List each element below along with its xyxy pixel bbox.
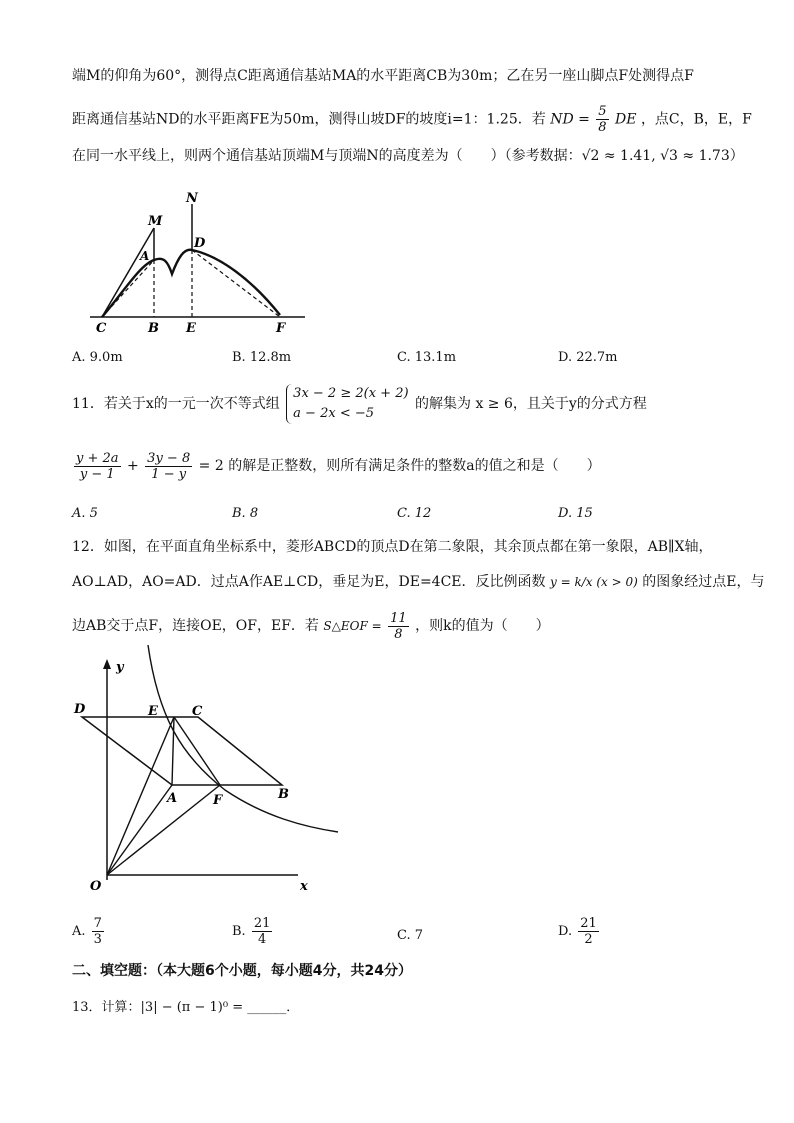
q12-line2 — [72, 572, 764, 592]
q10-line1: 端M的仰角为60°，测得点C距离通信基站MA的水平距离CB为30m；乙在另一座山脚点F处测得点F — [72, 68, 694, 84]
label-x: x — [300, 879, 308, 894]
q11-eq: = 2 — [198, 458, 224, 474]
q11-line1 — [72, 384, 647, 424]
q11-ineq1: 3x − 2 ≥ 2(x + 2) — [293, 386, 409, 401]
label-C: C — [192, 704, 203, 719]
q11-option-c[interactable]: C. 12 — [397, 506, 432, 521]
q11-option-a[interactable]: A. 5 — [72, 506, 98, 521]
q12-line2-b: 的图象经过点E，与 — [642, 574, 765, 590]
dash-df — [192, 250, 280, 317]
q12-line1: 12．如图，在平面直角坐标系中，菱形ABCD的顶点D在第二象限，其余顶点都在第一象限，AB∥X轴， — [72, 539, 713, 555]
q11-ineq2: a − 2x < −5 — [293, 406, 375, 421]
q12-option-c[interactable]: C. 7 — [397, 928, 424, 943]
q12-option-a-frac — [92, 916, 104, 947]
label-B: B — [148, 321, 159, 336]
label-y: y — [116, 660, 124, 675]
rhombus-abcd — [82, 717, 282, 785]
q10-option-c[interactable]: C. 13.1m — [397, 350, 457, 365]
q12-option-a[interactable] — [72, 916, 106, 947]
q12-option-b-frac — [252, 916, 273, 947]
label-D: D — [74, 702, 86, 717]
q13-line: 13．计算：|3| − (π − 1)⁰ = ______． — [72, 1000, 300, 1015]
section-heading: 二、填空题：（本大题6个小题，每小题4分，共24分） — [72, 963, 412, 979]
q11-f1-num: y + 2a — [76, 450, 119, 466]
q11-mid: 的解集为 x ≥ 6，且关于y的分式方程 — [415, 396, 647, 412]
q12-option-b-label: B. — [232, 924, 246, 939]
q12-option-b[interactable] — [232, 916, 274, 947]
q10-fraction-den: 8 — [598, 120, 607, 135]
q12-option-a-num: 7 — [93, 916, 102, 931]
mountain-curve — [102, 250, 280, 317]
q10-line2-text-a: 距离通信基站ND的水平距离FE为50m，测得山坡DF的坡度i=1：1.25．若 — [72, 111, 546, 128]
q11-line2 — [72, 448, 601, 484]
q10-fraction-num: 5 — [598, 104, 607, 119]
label-F: F — [276, 321, 286, 336]
q10-option-b[interactable]: B. 12.8m — [232, 350, 292, 365]
q12-option-b-den: 4 — [257, 932, 267, 947]
q12-option-d-num: 21 — [580, 916, 597, 931]
q12-line2-a: AO⊥AD，AO=AD．过点A作AE⊥CD，垂足为E，DE=4CE．反比例函数 — [72, 574, 546, 590]
label-C: C — [96, 321, 107, 336]
q12-area: S△EOF = — [323, 619, 382, 633]
label-M: M — [148, 214, 163, 229]
q12-function: y = k/x (x > 0) — [549, 575, 638, 589]
label-E: E — [186, 321, 196, 336]
q12-frac-num: 11 — [390, 610, 407, 626]
q10-nd-lhs: ND = — [550, 111, 590, 128]
label-A: A — [167, 791, 178, 806]
y-arrow — [103, 659, 111, 669]
q11-option-b[interactable]: B. 8 — [232, 506, 259, 521]
q10-line3: 在同一水平线上，则两个通信基站顶端M与顶端N的高度差为（ ）（参考数据：√2 ≈ 1.41, √3 ≈ 1.73） — [72, 148, 744, 164]
sight-line-cm — [102, 228, 154, 317]
figure-mountains — [80, 190, 320, 340]
q12-option-a-label: A. — [72, 924, 86, 939]
q10-line2 — [72, 104, 752, 135]
q11-option-d[interactable]: D. 15 — [558, 506, 593, 521]
q12-line3-b: ，则k的值为（ ） — [415, 618, 550, 634]
q12-option-a-den: 3 — [93, 932, 102, 947]
q11-fraction-2 — [145, 451, 192, 482]
q12-line3-a: 边AB交于点F，连接OE，OF，EF．若 — [72, 618, 319, 634]
label-E: E — [148, 704, 158, 719]
label-A: A — [140, 249, 150, 263]
q12-fraction — [388, 611, 409, 642]
q10-fraction — [596, 104, 608, 135]
q11-inequality-system — [286, 384, 408, 424]
label-F: F — [213, 793, 223, 808]
label-N: N — [186, 191, 198, 206]
q10-option-d[interactable]: D. 22.7m — [558, 350, 618, 365]
q12-option-d-label: D. — [558, 924, 573, 939]
q10-option-a[interactable]: A. 9.0m — [72, 350, 123, 365]
q11-f1-den: y − 1 — [79, 466, 115, 482]
q10-de: DE — [615, 111, 637, 128]
q11-suffix: 的解是正整数，则所有满足条件的整数a的值之和是（ ） — [228, 458, 601, 474]
q11-plus: + — [126, 458, 139, 474]
q12-frac-den: 8 — [394, 626, 403, 642]
label-D: D — [194, 236, 206, 251]
label-O: O — [90, 879, 102, 894]
q12-option-d-frac — [578, 916, 599, 947]
q12-option-d[interactable] — [558, 916, 601, 947]
q11-fraction-1 — [74, 451, 121, 482]
q12-line3 — [72, 608, 550, 644]
q12-option-b-num: 21 — [253, 916, 271, 931]
q11-f2-num: 3y − 8 — [147, 450, 191, 466]
q11-prefix: 11．若关于x的一元一次不等式组 — [72, 396, 280, 412]
label-B: B — [278, 787, 289, 802]
q10-line2-text-b: ，点C，B，E，F — [640, 111, 752, 128]
figure-coordinate — [70, 645, 350, 900]
q12-option-d-den: 2 — [584, 932, 593, 947]
segment-of — [107, 785, 220, 875]
q11-f2-den: 1 − y — [151, 466, 187, 482]
segment-ef — [174, 717, 220, 785]
